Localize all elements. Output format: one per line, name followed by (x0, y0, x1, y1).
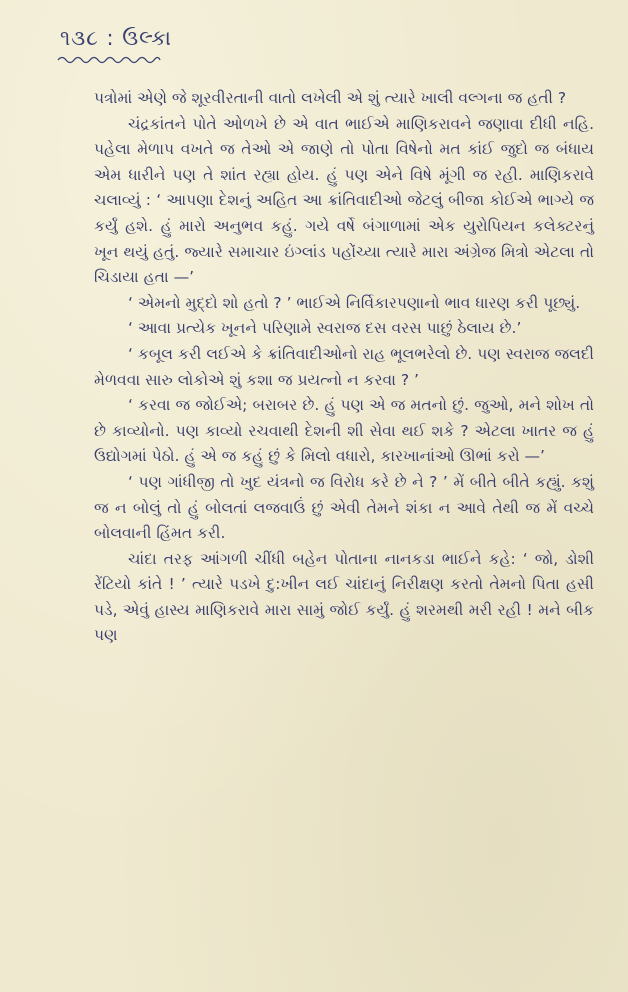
paragraph: ‘ આવા પ્રત્યેક ખૂનને પરિણામે સ્વરાજ દસ વરસ પાછું ઠેલાય છે.’ (128, 319, 522, 338)
paragraph: ચંદ્રકાંતને પોતે ઓળખે છે એ વાત ભાઈએ માણિકરાવને જણાવા દીધી નહિ. પહેલા મેળાપ વખતે જ તેઓ એ જાણે તો પોતા વિષેનો મત કાંઈ જુદો જ બંધાય એમ ધારીને પણ તે શાંત રહ્યા હોય. હું પણ એને વિષે મૂંગી જ રહી. માણિકરાવે ચલાવ્યું : ‘ આપણા દેશનું અહિત આ ક્રાંતિવાદીઓ જેટલું બીજા કોઈએ ભાગ્યે જ કર્યું હશે. હું મારો અનુભવ કહું. ગયે વર્ષે બંગાળામાં એક યુરોપિયન કલેક્ટરનું ખૂન થયું હતું. જ્યારે સમાચાર ઇંગ્લાંડ પહોંચ્યા ત્યારે મારા અંગ્રેજ મિત્રો એટલા તો ચિડાયા હતા —’ (94, 114, 594, 287)
paragraph: ‘ કબૂલ કરી લઈએ કે ક્રાંતિવાદીઓનો રાહ ભૂલભરેલો છે. પણ સ્વરાજ જલદી મેળવવા સારુ લોકોએ શું કશા જ પ્રયત્નો ન કરવા ? ’ (94, 344, 594, 389)
paragraph: ‘ કરવા જ જોઈએ; બરાબર છે. હું પણ એ જ મતનો છું. જુઓ, મને શોખ તો છે કાવ્યોનો. પણ કાવ્યો રચવાથી દેશની શી સેવા થઈ શકે ? એટલા ખાતર જ હું ઉદ્યોગમાં પેઠો. હું એ જ કહું છું કે મિલો વધારો, કારખાનાંઓ ઊભાં કરો —’ (94, 396, 594, 466)
paragraph: ચાંદા તરફ આંગળી ચીંધી બહેન પોતાના નાનકડા ભાઈને કહે: ‘ જો, ડોશી રેંટિયો કાંતે ! ’ ત્યારે પડખે દુ:ખીન લઈ ચાંદાનું નિરીક્ષણ કરતો તેમનો પિતા હસી પડે, એવું હાસ્ય માણિકરાવે મારા સામું જોઈ કર્યું. હું શરમથી મરી રહી ! મને બીક પણ (94, 549, 594, 645)
paragraph: ‘ એમનો મુદ્દો શો હતો ? ’ ભાઈએ નિર્વિકારપણાનો ભાવ ધારણ કરી પૂછ્યું. (128, 293, 581, 312)
decorative-squiggle (56, 54, 162, 64)
header-separator: : (106, 26, 115, 50)
running-header (60, 26, 172, 51)
body-text (94, 86, 594, 649)
page-number: ૧૩૮ (60, 26, 99, 50)
paragraph: ‘ પણ ગાંધીજી તો ખુદ યંત્રનો જ વિરોધ કરે છે ને ? ’ મેં બીતે બીતે કહ્યું. કશું જ ન બોલું તો હું બોલતાં લજવાઉં છું એવી તેમને શંકા ન આવે તેથી જ મેં વચ્ચે બોલવાની હિંમત કરી. (94, 472, 594, 543)
paragraph: પત્રોમાં એણે જે શૂરવીરતાની વાતો લખેલી એ શું ત્યારે ખાલી વલ્ગના જ હતી ? (94, 89, 567, 107)
chapter-title: ઉલ્કા (122, 26, 173, 50)
